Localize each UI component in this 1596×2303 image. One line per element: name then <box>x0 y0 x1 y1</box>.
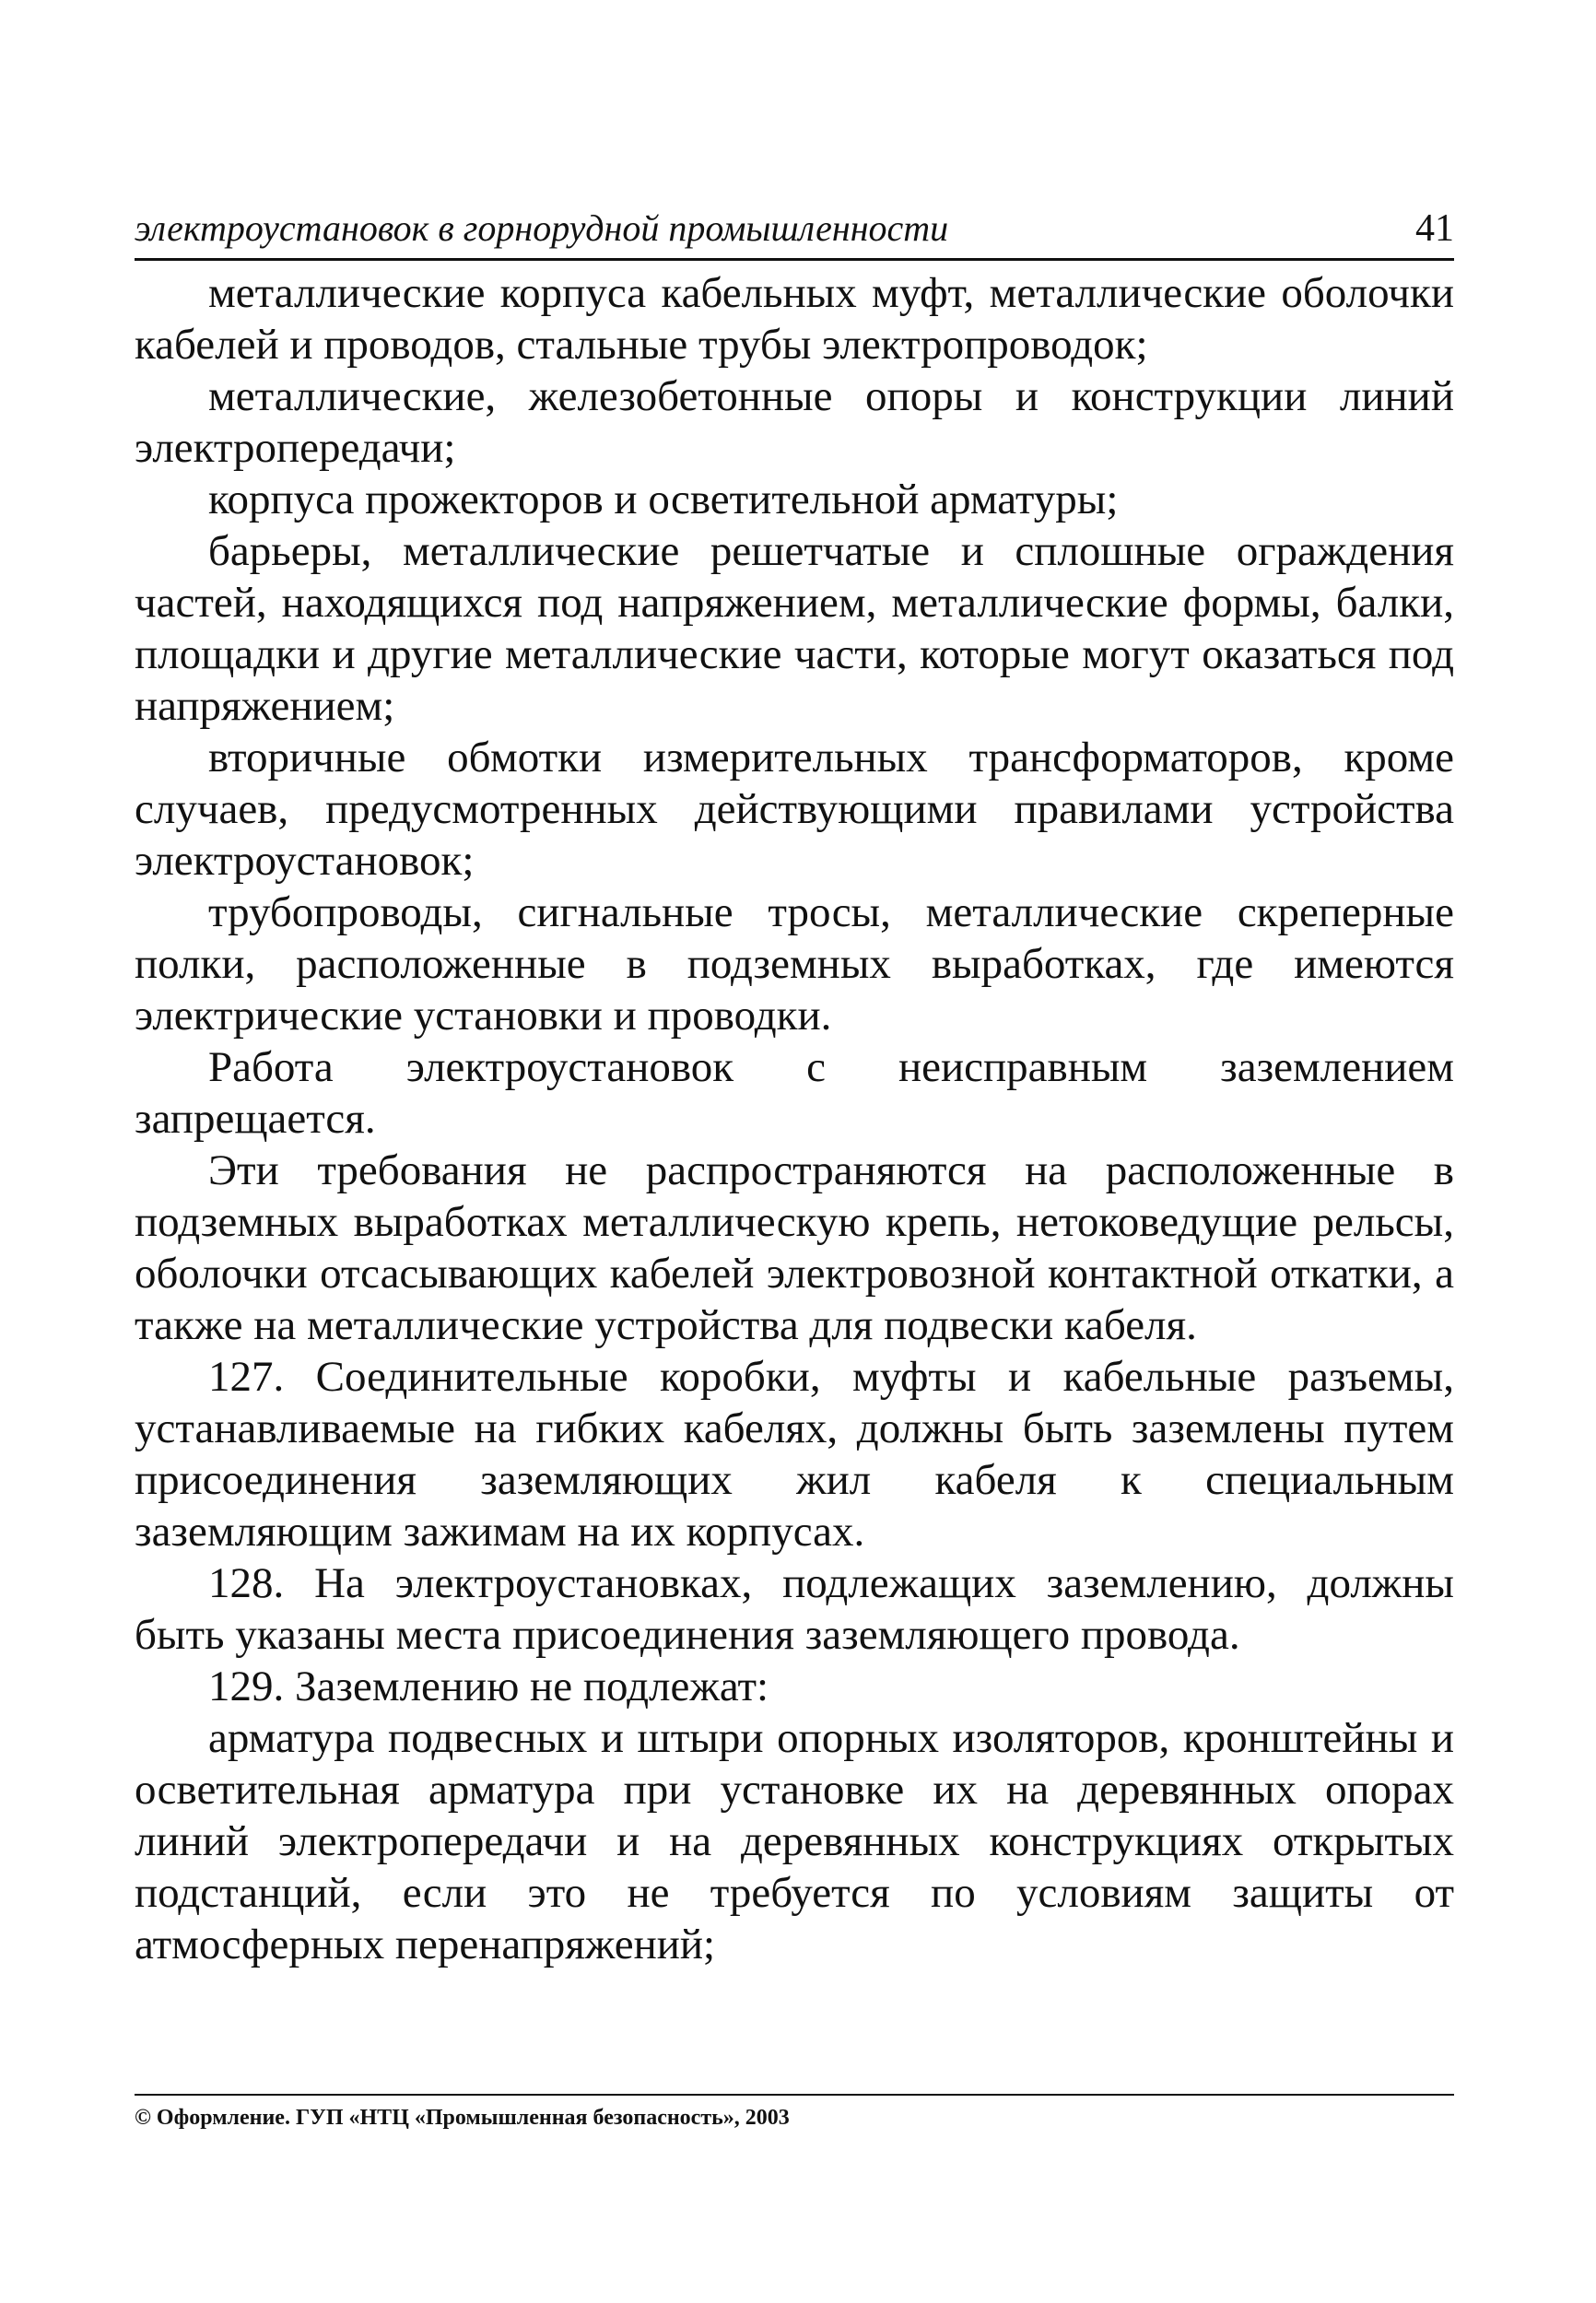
paragraph-secondary-windings: вторичные обмотки измерительных трансформаторов, кроме случаев, предусмотренных действующими правилами устройства электроустановок; <box>135 734 1454 885</box>
paragraph-item-129: 129. Заземлению не подлежат: <box>208 1663 769 1710</box>
running-header <box>135 205 1454 256</box>
paragraph-floodlights: корпуса прожекторов и осветительной арматуры; <box>208 476 1119 523</box>
running-title: электроустановок в горнорудной промышленности <box>135 207 949 249</box>
paragraph-item-127: 127. Соединительные коробки, муфты и кабельные разъемы, устанавливаемые на гибких кабелях, должны быть заземлены путем присоединения заземляющих жил кабеля к специальным заземляющим зажимам на их корпусах. <box>135 1353 1454 1556</box>
paragraph-pipelines: трубопроводы, сигнальные тросы, металлические скреперные полки, расположенные в подземных выработках, где имеются электрические установки и проводки. <box>135 888 1454 1040</box>
paragraph-exceptions: Эти требования не распространяются на расположенные в подземных выработках металлическую крепь, нетоковедущие рельсы, оболочки отсасывающих кабелей электровозной контактной откатки, а также на металлические устройства для подвески кабеля. <box>135 1146 1454 1349</box>
paragraph-cable-sleeves: металлические корпуса кабельных муфт, металлические оболочки кабелей и проводов, стальные трубы электропроводок; <box>135 269 1454 369</box>
copyright-note: © Оформление. ГУП «НТЦ «Промышленная безопасность», 2003 <box>135 2106 790 2130</box>
body-text <box>135 267 1454 1970</box>
paragraph-supports: металлические, железобетонные опоры и конструкции линий электропередачи; <box>135 372 1454 472</box>
footer-divider <box>135 2094 1454 2096</box>
paragraph-operation-prohibited: Работа электроустановок с неисправным заземлением запрещается. <box>135 1043 1454 1143</box>
page-number: 41 <box>1415 207 1454 250</box>
paragraph-barriers: барьеры, металлические решетчатые и сплошные ограждения частей, находящихся под напряжением, металлические формы, балки, площадки и другие металлические части, которые могут оказаться под напряжением; <box>135 527 1454 730</box>
header-divider <box>135 258 1454 261</box>
paragraph-item-128: 128. На электроустановках, подлежащих заземлению, должны быть указаны места присоединения заземляющего провода. <box>135 1559 1454 1659</box>
paragraph-insulator-fittings: арматура подвесных и штыри опорных изоляторов, кронштейны и осветительная арматура при установке их на деревянных опорах линий электропередачи и на деревянных конструкциях открытых подстанций, если это не требуется по условиям защиты от атмосферных перенапряжений; <box>135 1714 1454 1968</box>
